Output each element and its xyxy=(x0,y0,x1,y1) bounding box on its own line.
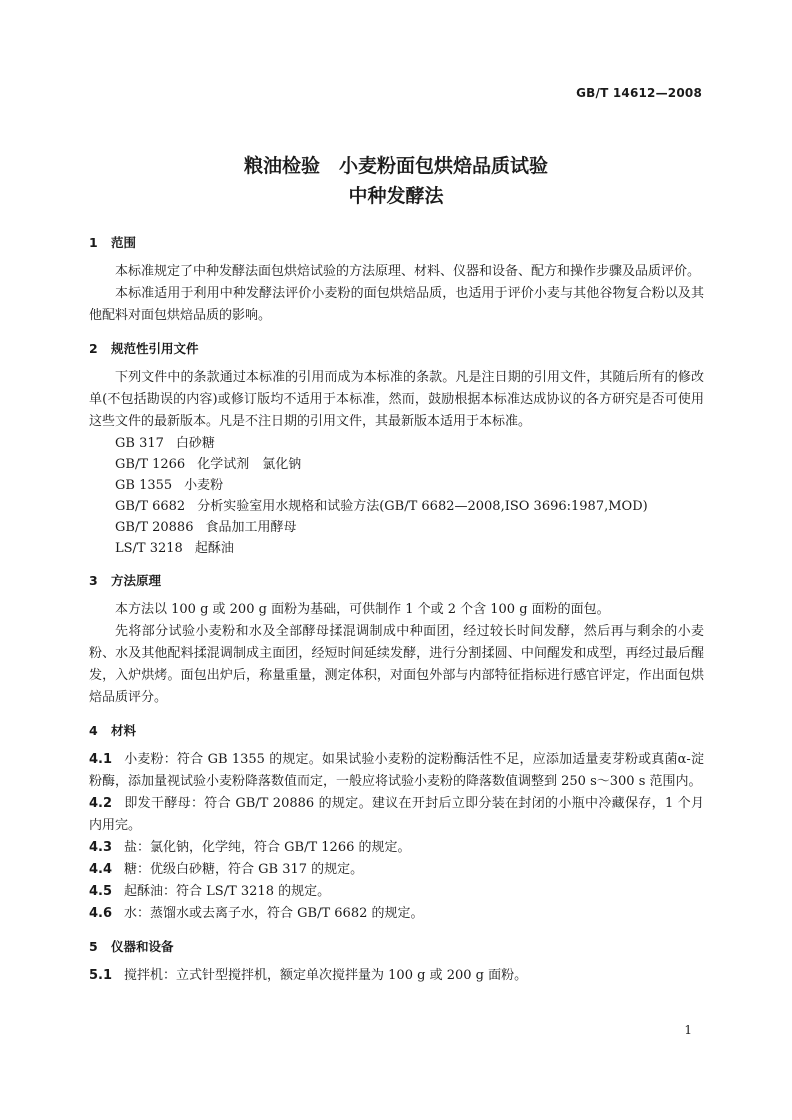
clause-text: 糖：优级白砂糖，符合 GB 317 的规定。 xyxy=(124,862,364,877)
document-subtitle: 中种发酵法 xyxy=(348,185,444,207)
clause-item xyxy=(89,793,704,837)
clause-text: 盐：氯化钠，化学纯，符合 GB/T 1266 的规定。 xyxy=(124,840,411,855)
reference-name: 化学试剂 氯化钠 xyxy=(197,457,302,472)
section-title: 规范性引用文件 xyxy=(111,341,199,356)
clause-item xyxy=(89,965,704,987)
clause-item xyxy=(89,749,704,793)
reference-code: GB/T 20886 xyxy=(115,520,194,535)
clause-text: 起酥油：符合 LS/T 3218 的规定。 xyxy=(124,884,331,899)
section-number: 5 xyxy=(89,939,98,954)
clause-number: 4.5 xyxy=(89,884,113,899)
paragraph: 本方法以 100 g 或 200 g 面粉为基础，可供制作 1 个或 2 个含 100 g 面粉的面包。 xyxy=(115,602,610,617)
reference-name: 起酥油 xyxy=(194,541,234,556)
paragraph: 下列文件中的条款通过本标准的引用而成为本标准的条款。凡是注日期的引用文件，其随后所有的修改单(不包括勘误的内容)或修订版均不适用于本标准，然而，鼓励根据本标准达成协议的各方研究是否可使用这些文件的最新版本。凡是不注日期的引用文件，其最新版本适用于本标准。 xyxy=(89,370,704,429)
clause-item xyxy=(89,859,704,881)
reference-code: GB 1355 xyxy=(115,478,173,493)
clause-number: 4.1 xyxy=(89,752,113,767)
clause-number: 5.1 xyxy=(89,968,113,983)
reference-item xyxy=(89,433,704,454)
clause-text: 即发干酵母：符合 GB/T 20886 的规定。建议在开封后立即分装在封闭的小瓶中冷藏保存，1 个月内用完。 xyxy=(89,796,704,833)
reference-code: GB/T 6682 xyxy=(115,499,186,514)
reference-item xyxy=(89,496,704,517)
clause-text: 搅拌机：立式针型搅拌机，额定单次搅拌量为 100 g 或 200 g 面粉。 xyxy=(124,968,528,983)
reference-item xyxy=(89,538,704,559)
section-heading-materials xyxy=(89,721,704,741)
reference-code: LS/T 3218 xyxy=(115,541,183,556)
clause-number: 4.4 xyxy=(89,862,113,877)
clause-number: 4.2 xyxy=(89,796,113,811)
reference-code: GB/T 1266 xyxy=(115,457,186,472)
reference-item xyxy=(89,475,704,496)
section-number: 1 xyxy=(89,235,98,250)
standard-code: GB/T 14612—2008 xyxy=(576,86,702,100)
section-title: 范围 xyxy=(111,235,137,250)
section-title: 材料 xyxy=(111,723,137,738)
paragraph: 本标准规定了中种发酵法面包烘焙试验的方法原理、材料、仪器和设备、配方和操作步骤及品质评价。 xyxy=(115,264,701,279)
paragraph: 本标准适用于利用中种发酵法评价小麦粉的面包烘焙品质，也适用于评价小麦与其他谷物复合粉以及其他配料对面包烘焙品质的影响。 xyxy=(89,286,704,323)
section-number: 4 xyxy=(89,723,98,738)
section-number: 2 xyxy=(89,341,98,356)
paragraph: 先将部分试验小麦粉和水及全部酵母揉混调制成中种面团，经过较长时间发酵，然后再与剩余的小麦粉、水及其他配料揉混调制成主面团，经短时间延续发酵，进行分割揉圆、中间醒发和成型，再经过最后醒发，入炉烘烤。面包出炉后，称量重量，测定体积，对面包外部与内部特征指标进行感官评定，作出面包烘焙品质评分。 xyxy=(89,624,704,705)
reference-name: 小麦粉 xyxy=(184,478,224,493)
document-body xyxy=(89,233,704,987)
section-title: 方法原理 xyxy=(111,573,162,588)
reference-name: 食品加工用酵母 xyxy=(205,520,297,535)
reference-item xyxy=(89,454,704,475)
clause-item xyxy=(89,837,704,859)
clause-number: 4.6 xyxy=(89,906,113,921)
section-number: 3 xyxy=(89,573,98,588)
section-title: 仪器和设备 xyxy=(111,939,174,954)
reference-item xyxy=(89,517,704,538)
section-heading-references xyxy=(89,339,704,359)
section-heading-principle xyxy=(89,571,704,591)
clause-text: 小麦粉：符合 GB 1355 的规定。如果试验小麦粉的淀粉酶活性不足，应添加适量麦芽粉或真菌α-淀粉酶，添加量视试验小麦粉降落数值而定，一般应将试验小麦粉的降落数值调整到 250 s～300 s 范围内。 xyxy=(89,752,704,789)
reference-code: GB 317 xyxy=(115,436,164,451)
clause-item xyxy=(89,903,704,925)
reference-name: 白砂糖 xyxy=(175,436,215,451)
clause-number: 4.3 xyxy=(89,840,113,855)
document-title: 粮油检验 小麦粉面包烘焙品质试验 xyxy=(243,155,548,177)
reference-name: 分析实验室用水规格和试验方法(GB/T 6682—2008,ISO 3696:1987,MOD) xyxy=(197,499,648,514)
page-number: 1 xyxy=(684,1023,692,1037)
clause-text: 水：蒸馏水或去离子水，符合 GB/T 6682 的规定。 xyxy=(124,906,424,921)
section-heading-scope xyxy=(89,233,704,253)
clause-item xyxy=(89,881,704,903)
section-heading-apparatus xyxy=(89,937,704,957)
